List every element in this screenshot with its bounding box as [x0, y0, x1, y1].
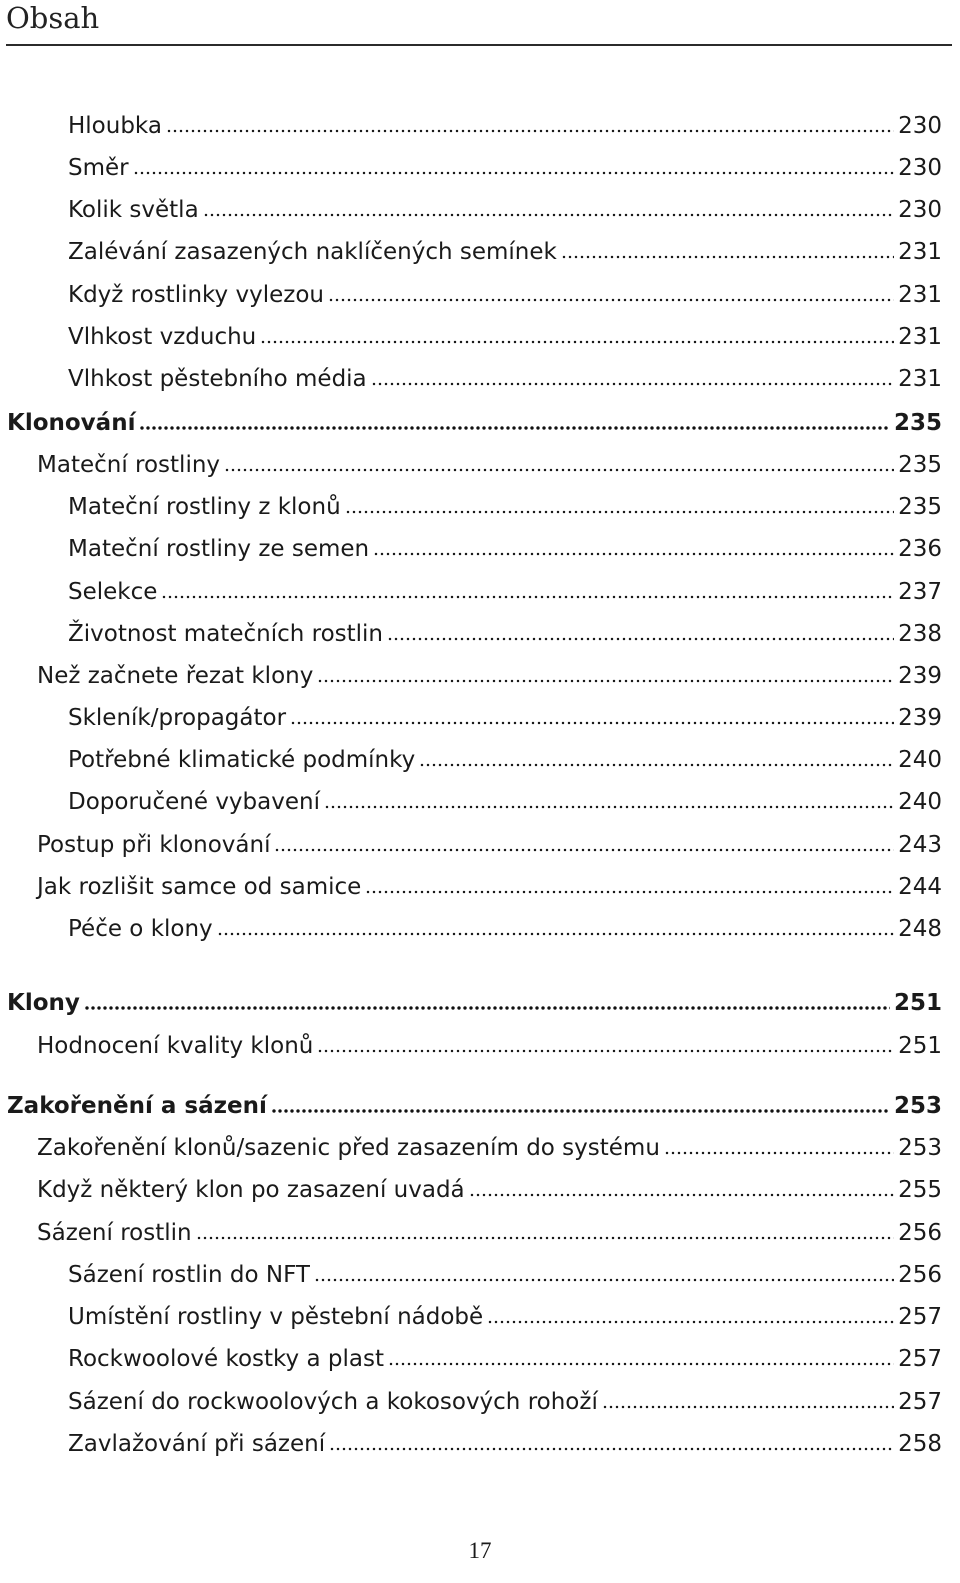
- dot-leader: [260, 339, 894, 345]
- dot-leader: [224, 467, 894, 473]
- toc-entry-page: 253: [893, 1093, 942, 1119]
- toc-entry[interactable]: [37, 1175, 942, 1205]
- toc-entry-title: Selekce: [68, 579, 158, 605]
- toc-entry[interactable]: [37, 661, 942, 691]
- toc-entry[interactable]: [68, 195, 942, 225]
- dot-leader: [166, 128, 894, 134]
- toc-entry-title: Jak rozlišit samce od samice: [37, 874, 362, 900]
- dot-leader: [196, 1235, 895, 1241]
- toc-entry-page: 257: [898, 1346, 942, 1372]
- toc-entry-title: Potřebné klimatické podmínky: [68, 747, 416, 773]
- dot-leader: [274, 847, 894, 853]
- toc-entry-title: Péče o klony: [68, 916, 213, 942]
- toc-entry[interactable]: [68, 1302, 942, 1332]
- toc-entry-page: 231: [898, 282, 942, 308]
- dot-leader: [314, 1277, 894, 1283]
- toc-entry-page: 244: [898, 874, 942, 900]
- toc-entry-page: 251: [893, 990, 942, 1016]
- toc-entry[interactable]: [68, 1387, 942, 1417]
- toc-entry-title: Vlhkost pěstebního média: [68, 366, 367, 392]
- dot-leader: [387, 636, 894, 642]
- toc-entry[interactable]: [37, 1218, 942, 1248]
- toc-entry-page: 248: [898, 916, 942, 942]
- toc-entry-title: Když některý klon po zasazení uvadá: [37, 1177, 465, 1203]
- toc-entry-page: 230: [898, 155, 942, 181]
- toc-entry[interactable]: [68, 111, 942, 141]
- toc-entry-page: 235: [898, 494, 942, 520]
- toc-entry-page: 238: [898, 621, 942, 647]
- toc-entry[interactable]: [68, 534, 942, 564]
- toc-entry[interactable]: [68, 745, 942, 775]
- toc-entry-title: Rockwoolové kostky a plast: [68, 1346, 384, 1372]
- dot-leader: [139, 425, 890, 431]
- toc-entry[interactable]: [68, 153, 942, 183]
- toc-entry-page: 257: [898, 1304, 942, 1330]
- dot-leader: [602, 1404, 894, 1410]
- toc-entry-page: 230: [898, 113, 942, 139]
- dot-leader: [324, 804, 894, 810]
- toc-entry-title: Mateční rostliny: [37, 452, 221, 478]
- toc-entry[interactable]: [68, 577, 942, 607]
- toc-entry-title: Směr: [68, 155, 129, 181]
- dot-leader: [561, 254, 894, 260]
- toc-entry[interactable]: [7, 408, 942, 438]
- dot-leader: [388, 1361, 894, 1367]
- toc-entry-page: 231: [898, 366, 942, 392]
- toc-entry-title: Životnost matečních rostlin: [68, 621, 384, 647]
- toc-entry[interactable]: [68, 619, 942, 649]
- toc-entry-title: Mateční rostliny ze semen: [68, 536, 370, 562]
- toc-entry-title: Postup při klonování: [37, 832, 271, 858]
- toc-entry-page: 251: [898, 1033, 942, 1059]
- dot-leader: [365, 889, 894, 895]
- toc-entry-page: 253: [898, 1135, 942, 1161]
- toc-entry-page: 237: [898, 579, 942, 605]
- toc-entry-title: Než začnete řezat klony: [37, 663, 314, 689]
- toc-entry-page: 235: [898, 452, 942, 478]
- toc-entry-title: Kolik světla: [68, 197, 199, 223]
- toc-entry-title: Doporučené vybavení: [68, 789, 320, 815]
- toc-entry-title: Klony: [7, 990, 80, 1016]
- toc-entry-page: 230: [898, 197, 942, 223]
- toc-entry[interactable]: [68, 1429, 942, 1459]
- toc-entry-title: Sázení rostlin: [37, 1220, 192, 1246]
- dot-leader: [664, 1150, 894, 1156]
- toc-entry-page: 256: [898, 1220, 942, 1246]
- toc-entry-page: 257: [898, 1389, 942, 1415]
- dot-leader: [271, 1108, 890, 1114]
- toc-entry[interactable]: [37, 450, 942, 480]
- toc-entry[interactable]: [68, 322, 942, 352]
- toc-entry[interactable]: [68, 914, 942, 944]
- toc-entry-title: Vlhkost vzduchu: [68, 324, 257, 350]
- dot-leader: [317, 678, 894, 684]
- dot-leader: [487, 1319, 894, 1325]
- toc-entry-page: 236: [898, 536, 942, 562]
- toc-entry[interactable]: [37, 1031, 942, 1061]
- page-number: 17: [468, 1538, 492, 1563]
- toc-entry-page: 231: [898, 239, 942, 265]
- toc-entry[interactable]: [7, 988, 942, 1018]
- toc-entry-page: 243: [898, 832, 942, 858]
- dot-leader: [161, 594, 894, 600]
- dot-leader: [469, 1192, 894, 1198]
- toc-entry-title: Mateční rostliny z klonů: [68, 494, 341, 520]
- toc-entry-title: Skleník/propagátor: [68, 705, 287, 731]
- dot-leader: [217, 931, 894, 937]
- dot-leader: [371, 381, 894, 387]
- toc-entry-page: 256: [898, 1262, 942, 1288]
- dot-leader: [329, 1446, 894, 1452]
- dot-leader: [328, 297, 894, 303]
- toc-entry[interactable]: [68, 280, 942, 310]
- toc-entry-page: 240: [898, 789, 942, 815]
- toc-entry-title: Hloubka: [68, 113, 162, 139]
- dot-leader: [203, 212, 894, 218]
- dot-leader: [317, 1048, 894, 1054]
- toc-entry-page: 239: [898, 705, 942, 731]
- toc-entry-title: Sázení rostlin do NFT: [68, 1262, 310, 1288]
- toc-entry-page: 255: [898, 1177, 942, 1203]
- toc-entry[interactable]: [68, 492, 942, 522]
- toc-entry[interactable]: [68, 364, 942, 394]
- toc-entry-page: 239: [898, 663, 942, 689]
- dot-leader: [290, 720, 894, 726]
- toc-entry[interactable]: [37, 1133, 942, 1163]
- toc-entry[interactable]: [68, 703, 942, 733]
- toc-entry-page: 235: [893, 410, 942, 436]
- toc-entry-page: 240: [898, 747, 942, 773]
- toc-entry-title: Zakořenění klonů/sazenic před zasazením do systému: [37, 1135, 660, 1161]
- toc-entry[interactable]: [7, 1091, 942, 1121]
- toc-entry-title: Zalévání zasazených naklíčených semínek: [68, 239, 557, 265]
- toc-entry[interactable]: [68, 1260, 942, 1290]
- toc-entry-page: 258: [898, 1431, 942, 1457]
- dot-leader: [373, 551, 894, 557]
- toc-entry-page: 231: [898, 324, 942, 350]
- toc-entry-title: Klonování: [7, 410, 136, 436]
- toc-entry-title: Zavlažování při sázení: [68, 1431, 326, 1457]
- toc-entry[interactable]: [37, 830, 942, 860]
- toc-entry[interactable]: [37, 872, 942, 902]
- toc-entry[interactable]: [68, 237, 942, 267]
- dot-leader: [133, 170, 894, 176]
- toc-entry[interactable]: [68, 787, 942, 817]
- dot-leader: [84, 1005, 890, 1011]
- toc-entry-title: Zakořenění a sázení: [7, 1093, 267, 1119]
- toc-entry-title: Sázení do rockwoolových a kokosových rohoží: [68, 1389, 598, 1415]
- page-title: Obsah: [6, 1, 100, 35]
- toc-entry-title: Umístění rostliny v pěstební nádobě: [68, 1304, 484, 1330]
- toc-entry-title: Hodnocení kvality klonů: [37, 1033, 314, 1059]
- dot-leader: [419, 762, 894, 768]
- toc-entry[interactable]: [68, 1344, 942, 1374]
- toc-entry-title: Když rostlinky vylezou: [68, 282, 324, 308]
- dot-leader: [345, 509, 894, 515]
